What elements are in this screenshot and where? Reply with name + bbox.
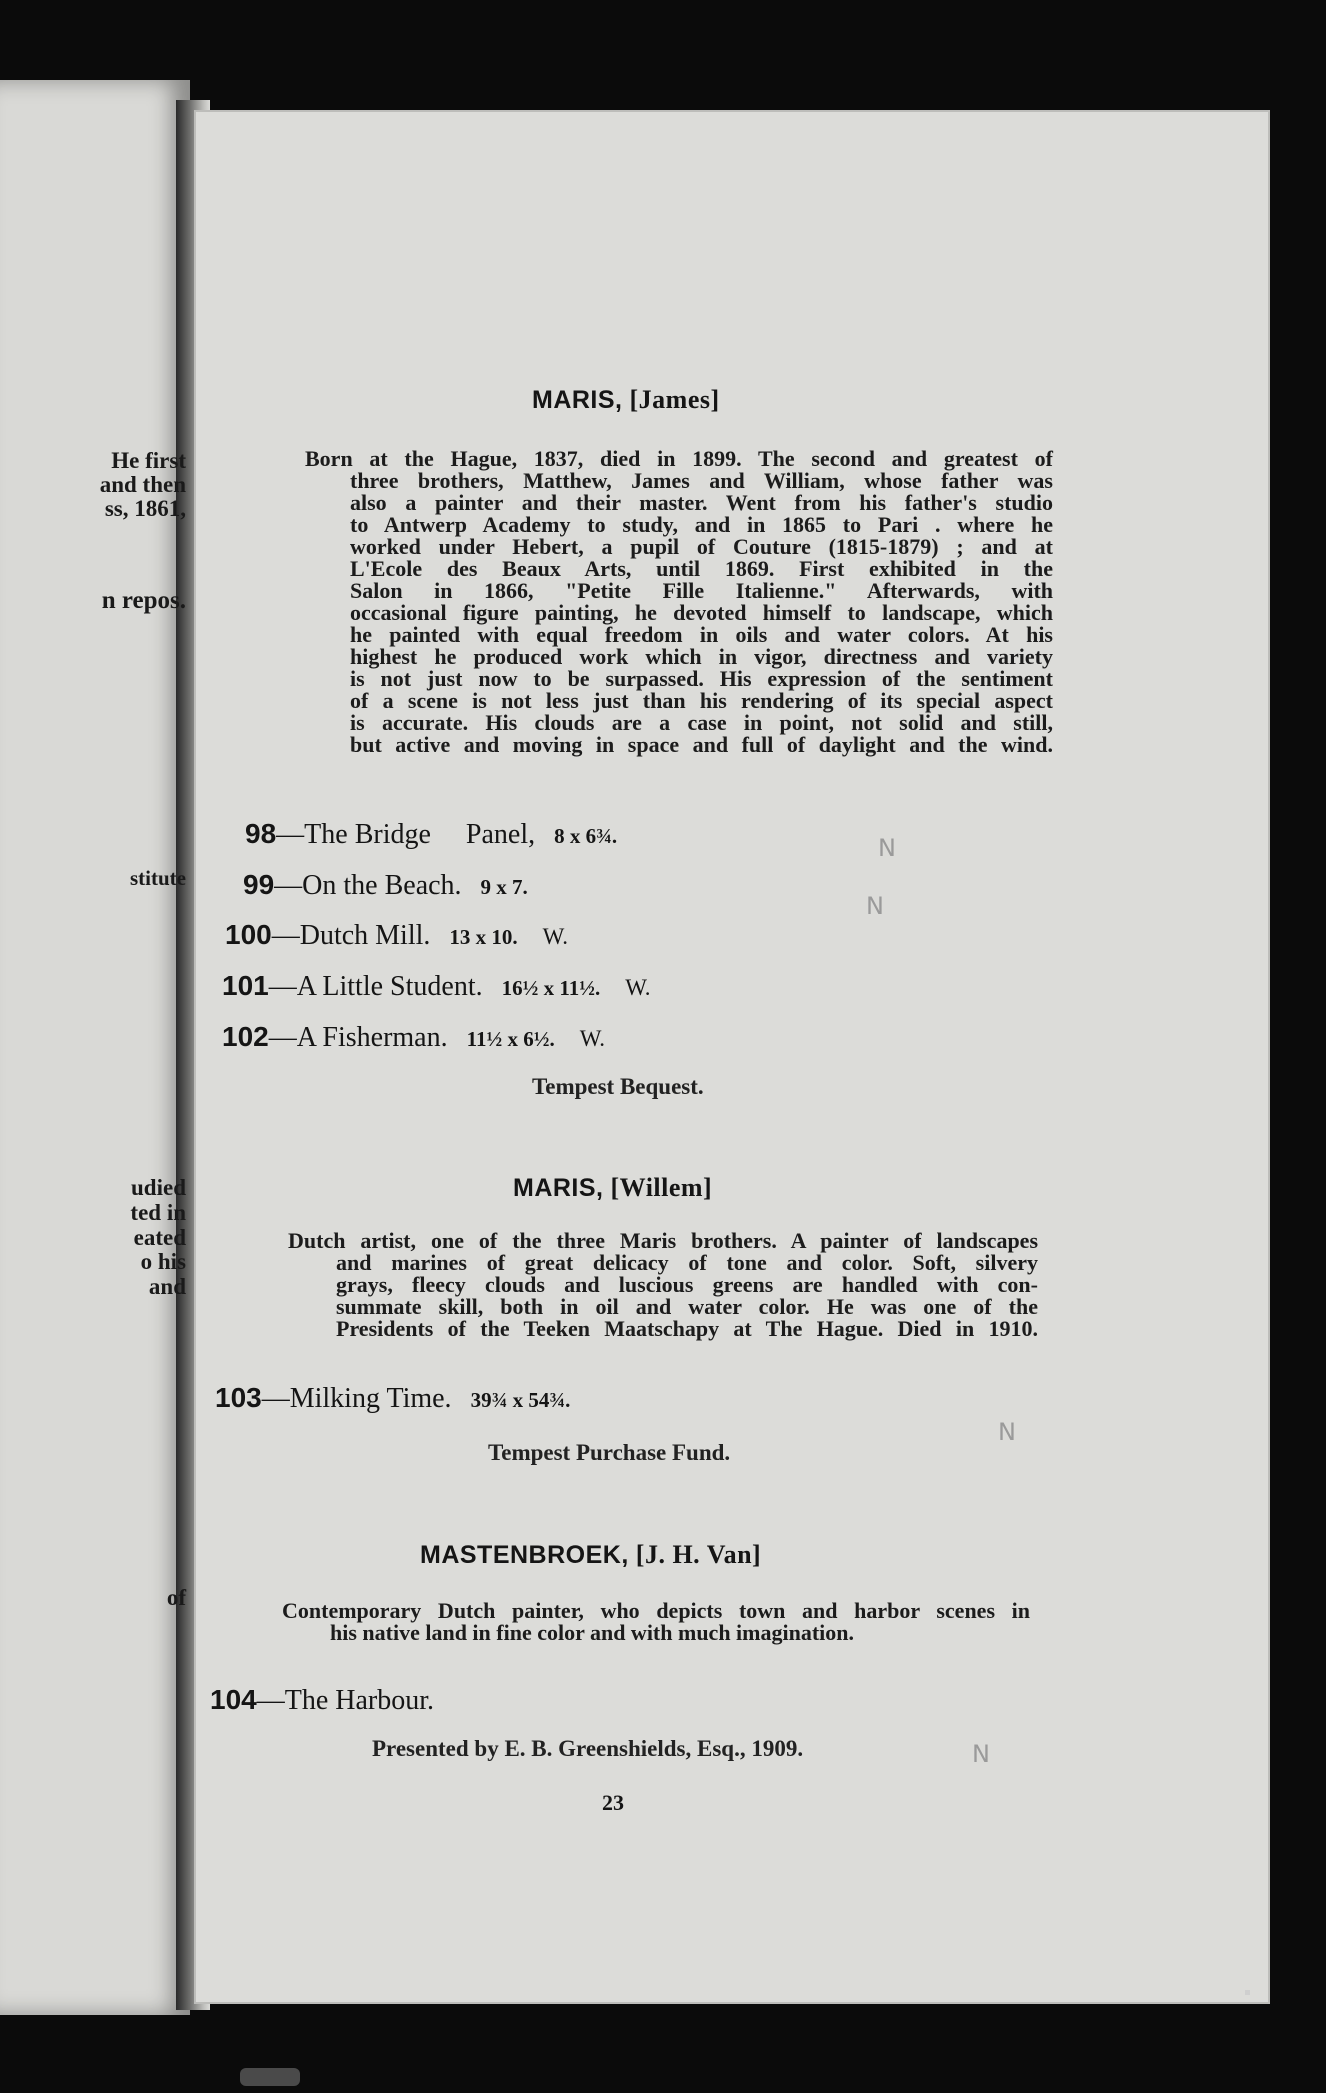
left-fragment: eated — [133, 1225, 186, 1250]
bio-line: highest he produced work which in vigor, directness and variety — [350, 644, 1053, 669]
left-fragment: ss, 1861, — [104, 496, 186, 521]
artist-biography — [288, 1230, 1038, 1340]
bio-line: worked under Hebert, a pupil of Couture (1815-1879) ; and at — [350, 534, 1053, 559]
bio-line: Dutch artist, one of the three Maris brothers. A painter of landscapes — [288, 1228, 1038, 1253]
catalogue-entry — [243, 869, 528, 902]
left-page — [0, 80, 190, 2015]
page-number: 23 — [602, 1790, 624, 1815]
right-page — [196, 112, 1268, 2002]
entry-dimensions: 16½ x 11½. — [501, 976, 601, 1000]
left-fragment: o his — [140, 1249, 186, 1274]
catalogue-entry — [215, 1382, 570, 1415]
left-fragment: stitute — [130, 866, 186, 890]
bio-line: Born at the Hague, 1837, died in 1899. The second and greatest of — [305, 446, 1053, 471]
bio-line: and marines of great delicacy of tone and color. Soft, silvery — [336, 1250, 1038, 1275]
bio-line: he painted with equal freedom in oils and water colors. At his — [350, 622, 1053, 647]
entry-number: 103 — [215, 1382, 262, 1413]
catalogue-entry — [225, 919, 568, 952]
left-fragment: and — [148, 1274, 186, 1299]
bio-line: also a painter and their master. Went from his father's studio — [350, 490, 1053, 515]
entry-number: 102 — [222, 1021, 269, 1052]
entry-medium: W. — [579, 1026, 606, 1051]
entry-title: —On the Beach. — [274, 870, 462, 901]
entry-number: 99 — [243, 869, 275, 900]
artist-given-name: [James] — [629, 385, 720, 414]
section-heading — [513, 1173, 712, 1203]
entry-title: —A Little Student. — [268, 971, 483, 1002]
catalogue-entry — [245, 818, 617, 851]
entry-dimensions: 11½ x 6½. — [466, 1027, 555, 1051]
artist-given-name: [J. H. Van] — [635, 1540, 762, 1569]
bio-line: of a scene is not less just than his rendering of its special aspect — [350, 688, 1053, 713]
entry-title: —Milking Time. — [261, 1383, 452, 1414]
entry-medium: W. — [625, 975, 651, 1000]
entry-number: 104 — [210, 1684, 257, 1715]
bio-line: L'Ecole des Beaux Arts, until 1869. First exhibited in the — [350, 556, 1053, 581]
bio-line: occasional figure painting, he devoted himself to landscape, which — [350, 600, 1053, 625]
artist-biography — [282, 1600, 1030, 1644]
bio-line: his native land in fine color and with much imagination. — [330, 1620, 855, 1645]
entry-title: —Dutch Mill. — [271, 920, 431, 951]
acquisition-credit: Presented by E. B. Greenshields, Esq., 1909. — [372, 1736, 804, 1761]
left-fragment: and then — [99, 472, 186, 497]
bio-line: Contemporary Dutch painter, who depicts town and harbor scenes in — [282, 1598, 1030, 1623]
entry-medium: Panel, — [465, 819, 536, 850]
artist-surname: MARIS, — [532, 386, 623, 414]
pencil-mark: N — [878, 834, 896, 862]
entry-number: 100 — [225, 919, 272, 950]
artist-surname: MARIS, — [513, 1174, 604, 1202]
pencil-mark: N — [998, 1418, 1016, 1446]
catalogue-entry — [210, 1684, 434, 1717]
section-heading — [420, 1540, 761, 1570]
acquisition-credit: Tempest Purchase Fund. — [488, 1440, 731, 1465]
entry-title: —A Fisherman. — [268, 1022, 448, 1053]
entry-dimensions: 39¾ x 54¾. — [470, 1388, 571, 1412]
bio-line: grays, fleecy clouds and luscious greens are handled with con- — [336, 1272, 1038, 1297]
entry-number: 98 — [245, 818, 277, 849]
catalogue-entry — [222, 1021, 605, 1054]
bio-line: summate skill, both in oil and water color. He was one of the — [336, 1294, 1038, 1319]
artist-given-name: [Willem] — [610, 1173, 713, 1202]
entry-dimensions: 8 x 6¾. — [554, 824, 618, 848]
artist-surname: MASTENBROEK, — [420, 1541, 629, 1569]
left-fragment: n repos. — [101, 587, 186, 614]
left-fragment: udied — [131, 1175, 186, 1200]
bio-line: is not just now to be surpassed. His expression of the sentiment — [350, 666, 1053, 691]
bio-line: but active and moving in space and full of daylight and the wind. — [350, 732, 1053, 757]
entry-dimensions: 9 x 7. — [480, 875, 528, 899]
entry-dimensions: 13 x 10. — [449, 925, 518, 949]
entry-number: 101 — [222, 970, 269, 1001]
section-heading — [532, 385, 720, 415]
scan-speck — [1245, 1990, 1250, 1995]
bio-line: Salon in 1866, "Petite Fille Italienne." Afterwards, with — [350, 578, 1053, 603]
left-fragment: ted in — [130, 1200, 186, 1225]
left-fragment: He first — [111, 448, 186, 473]
catalogue-entry — [222, 970, 651, 1003]
bio-line: is accurate. His clouds are a case in point, not solid and still, — [350, 710, 1053, 735]
entry-title: —The Harbour. — [256, 1685, 435, 1716]
entry-medium: W. — [542, 924, 568, 949]
bio-line: Presidents of the Teeken Maatschapy at The Hague. Died in 1910. — [336, 1316, 1038, 1341]
entry-title: —The Bridge — [276, 819, 431, 850]
acquisition-credit: Tempest Bequest. — [532, 1074, 704, 1099]
pencil-mark: N — [866, 892, 884, 920]
left-fragment: of — [166, 1585, 186, 1610]
scan-speck — [240, 2068, 300, 2086]
bio-line: three brothers, Matthew, James and William, whose father was — [350, 468, 1053, 493]
bio-line: to Antwerp Academy to study, and in 1865 to Pari . where he — [350, 512, 1053, 537]
pencil-mark: N — [972, 1740, 990, 1768]
artist-biography — [305, 448, 1053, 756]
